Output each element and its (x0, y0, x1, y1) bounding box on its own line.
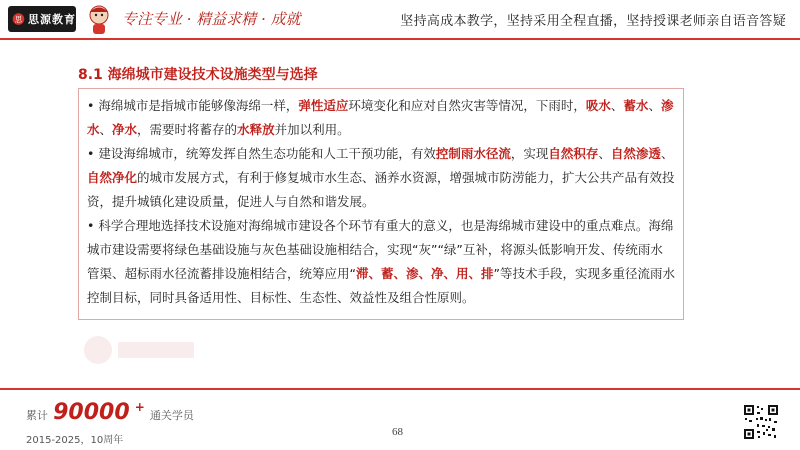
svg-text:思: 思 (14, 14, 23, 24)
highlight-text: 蓄水 (623, 98, 649, 113)
mascot-icon (82, 3, 116, 35)
highlight-text: 自然净化 (87, 170, 138, 185)
body-text: 并加以利用。 (274, 122, 350, 137)
bullet-paragraph-2 (87, 142, 675, 214)
body-text: 、 (99, 122, 113, 137)
body-text: 环境变化和应对自然灾害等情况，下雨时， (348, 98, 586, 113)
qr-code-icon (743, 404, 779, 440)
header (0, 0, 800, 38)
student-count-plus: + (134, 400, 145, 414)
highlight-text: 净水 (112, 122, 138, 137)
student-count-prefix: 累计 (26, 409, 48, 422)
body-text: 、 (610, 98, 624, 113)
header-tagline: 坚持高成本教学，坚持采用全程直播，坚持授课老师亲自语音答疑 (400, 14, 786, 29)
header-divider (0, 38, 800, 40)
student-count-number: 90000 (53, 400, 130, 425)
section-title: 8.1 海绵城市建设技术设施类型与选择 (78, 67, 318, 83)
student-count (26, 400, 194, 425)
highlight-text: 自然积存 (548, 146, 599, 161)
body-text: • 科学合理地选择技术设施对海绵城市建设各个环节有重大的意义，也是海绵城市建设中的重点难点。海绵城市建设需要将绿色基础设施与灰色基础设施相结合，实现“灰”“绿”互补，将源头低影响开发、传统雨水管渠、超标雨水径流蓄排设施相结合，统筹应用“ (87, 218, 674, 281)
watermark-logo-small (80, 330, 200, 370)
brand-logo (8, 6, 76, 32)
body-text: • 建设海绵城市，统筹发挥自然生态功能和人工干预功能，有效 (87, 146, 436, 161)
footer-divider (0, 388, 800, 390)
bullet-paragraph-1 (87, 94, 675, 142)
student-count-suffix: 通关学员 (149, 409, 194, 422)
body-text: 、 (598, 146, 611, 161)
slogan-script: 专注专业 · 精益求精 · 成就 (122, 10, 301, 28)
logo-text: 思源教育 (28, 13, 76, 26)
content-box (78, 88, 684, 320)
bullet-paragraph-3 (87, 214, 675, 310)
highlight-text: 弹性适应 (298, 98, 349, 113)
page-number: 68 (392, 426, 403, 438)
body-text: • 海绵城市是指城市能够像海绵一样， (87, 98, 299, 113)
anniversary-text: 2015-2025，10周年 (26, 435, 124, 446)
highlight-text: 控制雨水径流 (435, 146, 511, 161)
body-text: ”等技术手段，实现多重径流雨水控制目标，同时具备适用性、目标性、生态性、效益性及组合性原则。 (87, 266, 675, 305)
body-text: ，实现 (510, 146, 549, 161)
highlight-text: 吸水 (585, 98, 611, 113)
highlight-text: 滞、蓄、渗、净、用、排 (355, 266, 494, 281)
body-text: 、 (648, 98, 661, 113)
body-text: ，需要时将蓄存的 (137, 122, 238, 137)
highlight-text: 水释放 (237, 122, 275, 137)
highlight-text: 自然渗透 (610, 146, 661, 161)
highlight-text: 渗水 (87, 98, 674, 137)
body-text: 、 (660, 146, 674, 161)
logo-icon (12, 10, 25, 28)
body-text: 的城市发展方式，有利于修复城市水生态、涵养水资源，增强城市防涝能力，扩大公共产品有效投资，提升城镇化建设质量，促进人与自然和谐发展。 (87, 170, 675, 209)
